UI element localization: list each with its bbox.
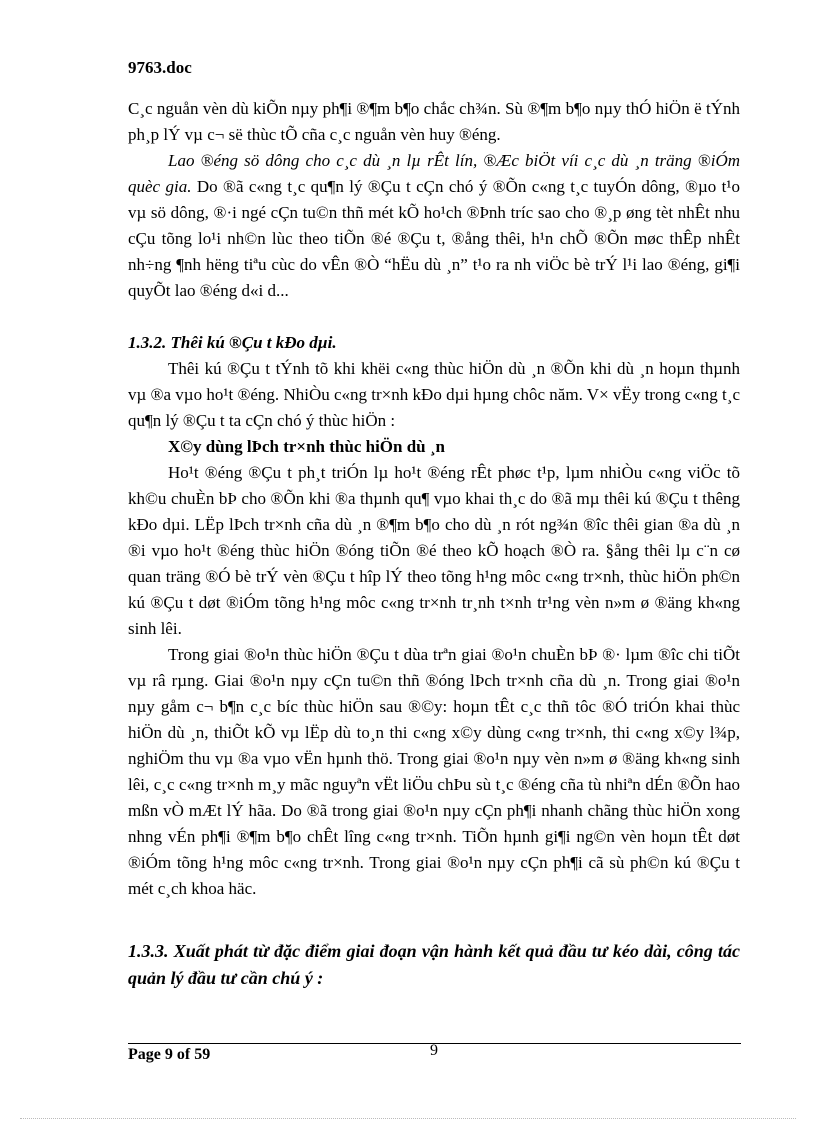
paragraph-investment-period: Thêi kú ®Çu t tÝnh tõ khi khëi c«ng thùc hiÖn dù ¸n ®Õn khi dù ¸n hoµn thµnh vµ ®a vµo ho¹t ®éng. NhiÒu c«ng tr×nh kÐo dµi hµng chôc năm. V× vËy trong c«ng t¸c qu¶n lý ®Çu t ta cÇn chó ý thùc hiÖn : <box>128 359 740 430</box>
labor-intro-italic: Lao ®éng sö dông cho c¸c dù ¸n lµ rÊt lín, ®Æc biÖt víi c¸c dù ¸n träng ®iÓm quèc gia. <box>128 151 740 196</box>
document-filename: 9763.doc <box>128 58 192 77</box>
paragraph-funding: C¸c nguån vèn dù kiÕn nµy ph¶i ®¶m b¶o chắc ch¾n. Sù ®¶m b¶o nµy thÓ hiÖn ë tÝnh ph¸p lÝ vµ c¬ së thùc tÕ cña c¸c nguån vèn huy ®éng. <box>128 99 740 144</box>
footer-page-number: 9 <box>430 1042 438 1059</box>
section-heading-1-3-2: 1.3.2. Thêi kú ®Çu t kÐo dµi. <box>128 333 337 352</box>
page-edge-divider <box>20 1118 796 1119</box>
labor-text: Do ®ã c«ng t¸c qu¶n lý ®Çu t cÇn chó ý ®Õn c«ng t¸c tuyÓn dông, ®µo t¹o vµ sö dông, ®·i ngé cÇn tu©n thñ mét kÕ ho¹ch ®Þnh tríc sao cho ®¸p øng tèt nhÊt nhu cÇu tõng lo¹i nh©n lùc theo tiÕn ®é ®Çu t, ®ång thêi, h¹n chÕ ®Õn møc thÊp nhÊt nh÷ng ¶nh hëng tiªu cùc do vÊn ®Ò “hËu dù ¸n” t¹o ra nh viÖc bè trÝ l¹i lao ®éng, gi¶i quyÕt lao ®éng d«i d... <box>128 177 740 300</box>
paragraph-schedule: Ho¹t ®éng ®Çu t ph¸t triÓn lµ ho¹t ®éng rÊt phøc t¹p, lµm nhiÒu c«ng viÖc tõ kh©u chuÈn bÞ cho ®Õn khi ®a thµnh qu¶ vµo khai th¸c do ®ã mµ thêi kú ®Çu t thêng kÐo dµi. LËp lÞch tr×nh cña dù ¸n ®¶m b¶o cho dù ¸n rót ng¾n ®îc thêi gian ®a dù ¸n ®i vµo ho¹t ®éng thùc hiÖn ®óng tiÕn ®é theo kÕ hoạch ®Ò ra. §ång thêi lµ c¨n cø quan träng ®Ó bè trÝ vèn ®Çu t hîp lÝ theo tõng h¹ng môc c«ng tr×nh, thùc hiÖn ph©n kú ®Çu t døt ®iÓm tõng h¹ng môc c«ng tr×nh tr¸nh t×nh tr¹ng vèn n»m ø ®äng kh«ng sinh lêi. <box>128 463 740 638</box>
paragraph-implementation: Trong giai ®o¹n thùc hiÖn ®Çu t dùa trªn giai ®o¹n chuÈn bÞ ®· lµm ®îc chi tiÕt vµ râ rµng. Giai ®o¹n nµy cÇn tu©n thñ ®óng lÞch tr×nh cña dù ¸n. Trong giai ®o¹n nµy gåm c¬ b¶n c¸c bíc thùc hiÖn sau ®©y: hoµn tÊt c¸c thñ tôc ®Ó triÓn khai thùc hiÖn dù ¸n, thiÕt kÕ vµ lËp dù to¸n thi c«ng x©y dùng c«ng tr×nh, thi c«ng x©y l¾p, nghiÖm thu vµ ®a vµo vËn hµnh thö. Trong giai ®o¹n nµy vèn n»m ø ®äng kh«ng sinh lêi, c¸c c«ng tr×nh m¸y mãc nguyªn vËt liÖu chÞu sù t¸c ®éng cña tù nhiªn dÉn ®Õn hao mßn vÒ mÆt lÝ hãa. Do ®ã trong giai ®o¹n nµy cÇn ph¶i nhanh chãng thùc hiÖn xong nhng vÉn ph¶i ®¶m b¶o chÊt lîng c«ng tr×nh. TiÕn hµnh gi¶i ng©n vèn hoµn tÊt døt ®iÓm tõng h¹ng môc c«ng tr×nh. Trong giai ®o¹n nµy cÇn ph¶i cã sù ph©n kú ®Çu t mét c¸ch khoa häc. <box>128 645 740 898</box>
section-heading-1-3-3: 1.3.3. Xuất phát từ đặc điểm giai đoạn vận hành kết quả đầu tư kéo dài, công tác quản lý đầu tư cần chú ý : <box>128 941 740 988</box>
paragraph-labor <box>128 148 740 304</box>
subheading-schedule: X©y dùng lÞch tr×nh thùc hiÖn dù ¸n <box>168 437 445 456</box>
document-body <box>128 96 740 992</box>
footer-page-label: Page 9 of 59 <box>128 1046 211 1063</box>
